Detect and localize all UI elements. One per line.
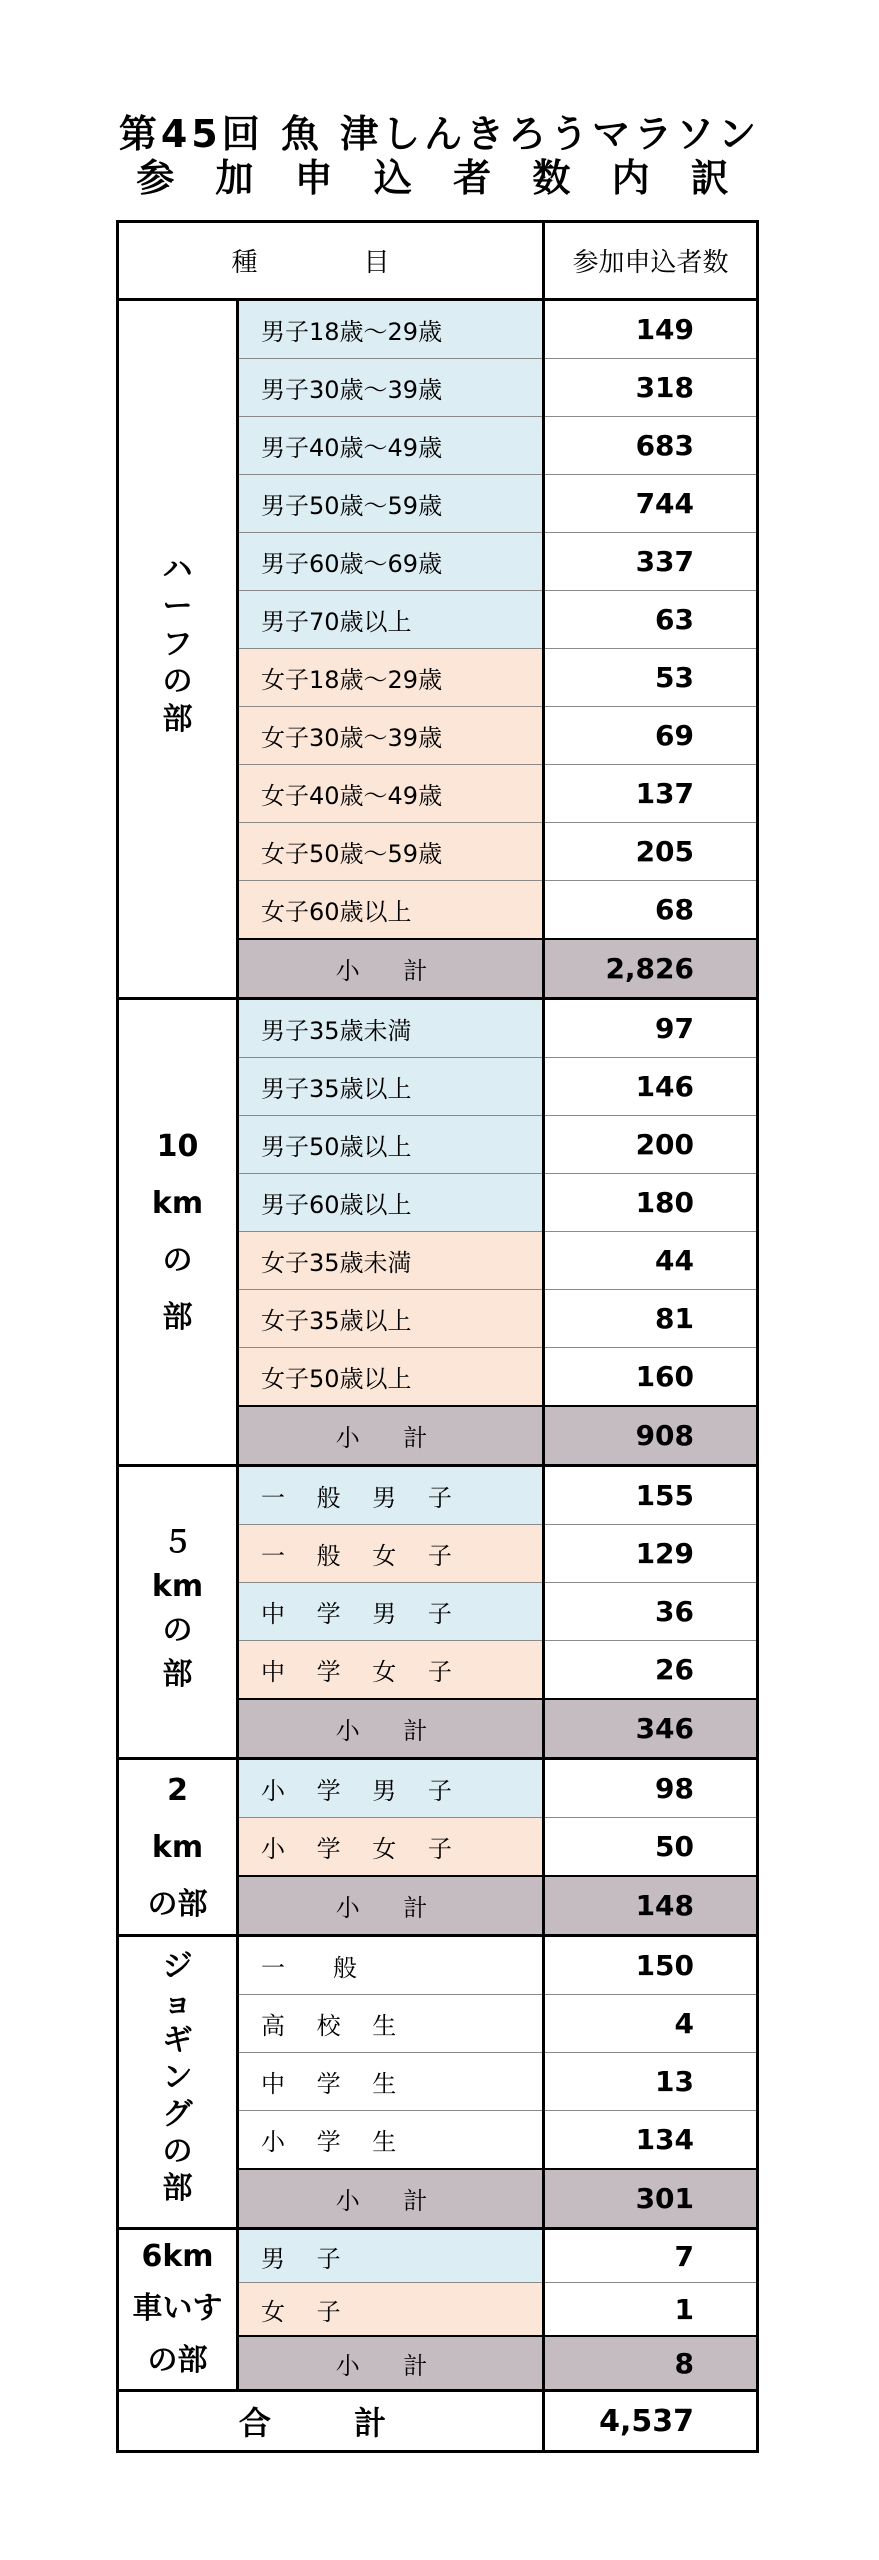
table-row: [118, 1936, 758, 1995]
group-jogging: ジ ョ ギ ン グ の 部: [118, 1936, 238, 2229]
row-value: 683: [544, 417, 758, 475]
row-value: 13: [544, 2053, 758, 2111]
row-value: 205: [544, 823, 758, 881]
row-label: 小 学 男 子: [238, 1759, 544, 1818]
row-value: 744: [544, 475, 758, 533]
subtotal-label: 小 計: [238, 1699, 544, 1759]
table-row: [118, 1759, 758, 1818]
page-subtitle: 参 加 申 込 者 数 内 訳: [136, 156, 743, 200]
row-label: 男子35歳未満: [238, 999, 544, 1058]
header-count: 参加申込者数: [544, 222, 758, 300]
group-2km: 2 km の部: [118, 1759, 238, 1936]
subtotal-label: 小 計: [238, 939, 544, 999]
row-value: 36: [544, 1583, 758, 1641]
subtotal-label: 小 計: [238, 1876, 544, 1936]
row-label: 女子30歳～39歳: [238, 707, 544, 765]
entry-count-table: [116, 220, 759, 2453]
row-value: 160: [544, 1348, 758, 1407]
row-value: 4: [544, 1995, 758, 2053]
subtotal-label: 小 計: [238, 2336, 544, 2391]
row-label: 男子18歳～29歳: [238, 300, 544, 359]
row-label: 男子30歳～39歳: [238, 359, 544, 417]
row-label: 一 般: [238, 1936, 544, 1995]
row-label: 女子35歳以上: [238, 1290, 544, 1348]
row-label: 男子50歳～59歳: [238, 475, 544, 533]
header-category: 種 目: [118, 222, 544, 300]
row-value: 63: [544, 591, 758, 649]
table-row: [118, 2229, 758, 2283]
row-label: 女子50歳以上: [238, 1348, 544, 1407]
row-value: 200: [544, 1116, 758, 1174]
row-label: 男子40歳～49歳: [238, 417, 544, 475]
subtotal-label: 小 計: [238, 1406, 544, 1466]
row-label: 男子60歳～69歳: [238, 533, 544, 591]
row-value: 149: [544, 300, 758, 359]
row-label: 一 般 女 子: [238, 1525, 544, 1583]
row-label: 中 学 男 子: [238, 1583, 544, 1641]
row-label: 女子50歳～59歳: [238, 823, 544, 881]
row-label: 女子40歳～49歳: [238, 765, 544, 823]
row-value: 1: [544, 2283, 758, 2337]
subtotal-value: 301: [544, 2169, 758, 2229]
row-label: 男子35歳以上: [238, 1058, 544, 1116]
row-value: 97: [544, 999, 758, 1058]
subtotal-label: 小 計: [238, 2169, 544, 2229]
row-label: 中 学 生: [238, 2053, 544, 2111]
group-5km: ５ km の 部: [118, 1466, 238, 1759]
row-value: 69: [544, 707, 758, 765]
row-value: 137: [544, 765, 758, 823]
row-value: 44: [544, 1232, 758, 1290]
row-value: 150: [544, 1936, 758, 1995]
row-value: 155: [544, 1466, 758, 1525]
row-label: 一 般 男 子: [238, 1466, 544, 1525]
row-label: 男子60歳以上: [238, 1174, 544, 1232]
row-value: 337: [544, 533, 758, 591]
total-row: [118, 2391, 758, 2452]
table-row: [118, 300, 758, 359]
row-value: 318: [544, 359, 758, 417]
row-label: 女子60歳以上: [238, 881, 544, 940]
row-value: 134: [544, 2111, 758, 2170]
subtotal-value: 8: [544, 2336, 758, 2391]
row-value: 53: [544, 649, 758, 707]
page-title: 第45回 魚 津しんきろうマラソン: [118, 112, 761, 156]
row-value: 68: [544, 881, 758, 940]
row-value: 50: [544, 1818, 758, 1877]
row-label: 男子50歳以上: [238, 1116, 544, 1174]
table-row: [118, 1466, 758, 1525]
row-label: 中 学 女 子: [238, 1641, 544, 1700]
row-label: 男 子: [238, 2229, 544, 2283]
row-label: 小 学 生: [238, 2111, 544, 2170]
group-half: ハ ー フ の 部: [118, 300, 238, 999]
row-value: 26: [544, 1641, 758, 1700]
row-value: 146: [544, 1058, 758, 1116]
subtotal-value: 2,826: [544, 939, 758, 999]
group-6km-wheelchair: 6km 車いす の部: [118, 2229, 238, 2391]
subtotal-value: 908: [544, 1406, 758, 1466]
row-value: 129: [544, 1525, 758, 1583]
row-value: 81: [544, 1290, 758, 1348]
row-value: 7: [544, 2229, 758, 2283]
row-label: 小 学 女 子: [238, 1818, 544, 1877]
row-value: 98: [544, 1759, 758, 1818]
row-value: 180: [544, 1174, 758, 1232]
table-row: [118, 999, 758, 1058]
row-label: 女子18歳～29歳: [238, 649, 544, 707]
row-label: 高 校 生: [238, 1995, 544, 2053]
row-label: 女 子: [238, 2283, 544, 2337]
subtotal-value: 346: [544, 1699, 758, 1759]
subtotal-value: 148: [544, 1876, 758, 1936]
row-label: 女子35歳未満: [238, 1232, 544, 1290]
total-value: 4,537: [544, 2391, 758, 2452]
table-header: [118, 222, 758, 300]
row-label: 男子70歳以上: [238, 591, 544, 649]
total-label: 合 計: [118, 2391, 544, 2452]
group-10km: 10 km の 部: [118, 999, 238, 1466]
